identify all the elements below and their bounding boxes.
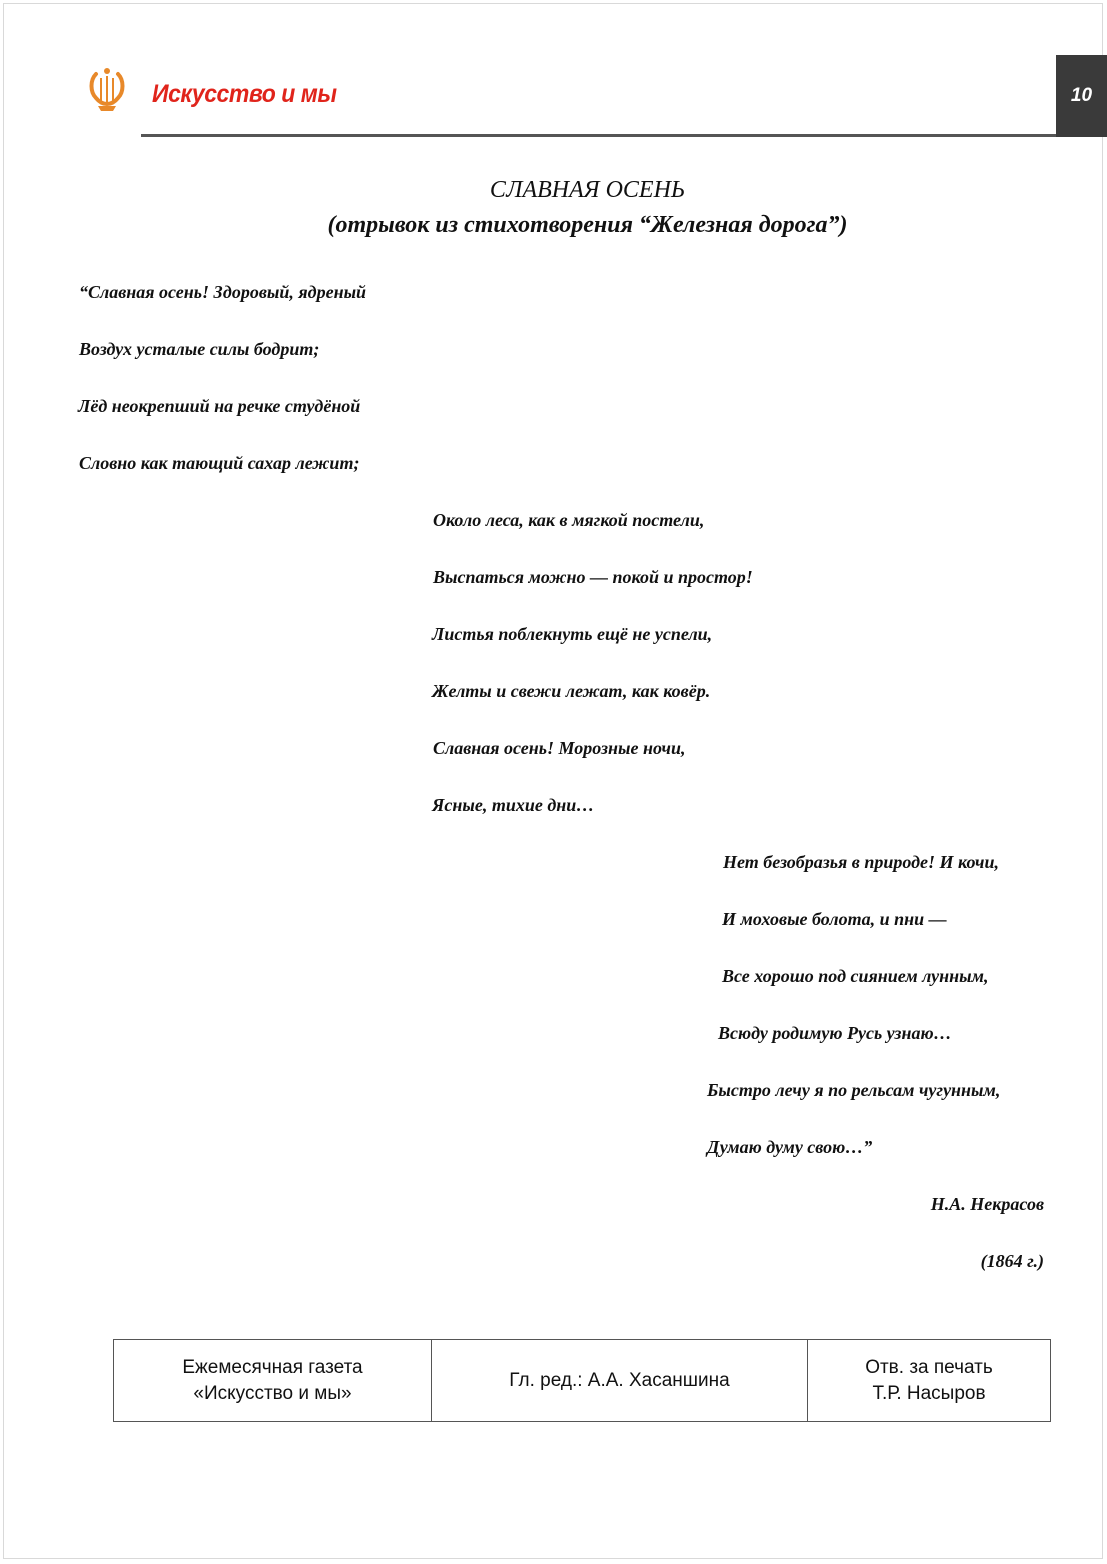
poem-line: Все хорошо под сиянием лунным,	[722, 966, 989, 986]
poem-line: Быстро лечу я по рельсам чугунным,	[707, 1080, 1001, 1100]
poem-line: И моховые болота, и пни —	[722, 909, 947, 929]
poem-title: СЛАВНАЯ ОСЕНЬ	[489, 177, 686, 203]
poem-line: Словно как тающий сахар лежит;	[79, 453, 360, 473]
page-number: 10	[1070, 85, 1093, 106]
footer-imprint-table	[113, 1339, 1051, 1422]
poem-year: (1864 г.)	[980, 1251, 1044, 1271]
poem-line: Ясные, тихие дни…	[432, 795, 595, 815]
poem-subtitle: (отрывок из стихотворения “Железная дорога”)	[327, 212, 848, 238]
footer-editor: Гл. ред.: А.А. Хасаншина	[509, 1369, 730, 1391]
poem-line: Думаю думу свою…”	[707, 1137, 873, 1157]
poem-author: Н.А. Некрасов	[930, 1194, 1044, 1214]
lyre-logo-icon	[86, 66, 128, 112]
poem-line: Листья поблекнуть ещё не успели,	[432, 624, 713, 644]
footer-print-label: Отв. за печать	[865, 1356, 993, 1378]
footer-publication-type: Ежемесячная газета	[182, 1356, 363, 1378]
poem-line: Лёд неокрепший на речке студёной	[78, 396, 361, 416]
footer-publication-cell	[114, 1340, 432, 1422]
footer-publication-name: «Искусство и мы»	[193, 1382, 352, 1404]
poem-line: Всюду родимую Русь узнаю…	[718, 1023, 952, 1043]
poem-line: Нет безобразья в природе! И кочи,	[723, 852, 999, 872]
poem-line: Желты и свежи лежат, как ковёр.	[432, 681, 711, 701]
poem-line: Воздух усталые силы бодрит;	[79, 339, 320, 359]
poem-line: “Славная осень! Здоровый, ядреный	[79, 282, 367, 302]
poem-line: Около леса, как в мягкой постели,	[433, 510, 705, 530]
footer-print-person: Т.Р. Насыров	[872, 1382, 986, 1404]
poem-line: Выспаться можно — покой и простор!	[433, 567, 753, 587]
footer-print-cell	[808, 1340, 1051, 1422]
footer-editor-cell	[432, 1340, 808, 1422]
poem-line: Славная осень! Морозные ночи,	[433, 738, 686, 758]
header-rule	[141, 134, 1056, 137]
brand-name: Искусство и мы	[152, 80, 337, 108]
page-number-tab	[1056, 55, 1107, 137]
